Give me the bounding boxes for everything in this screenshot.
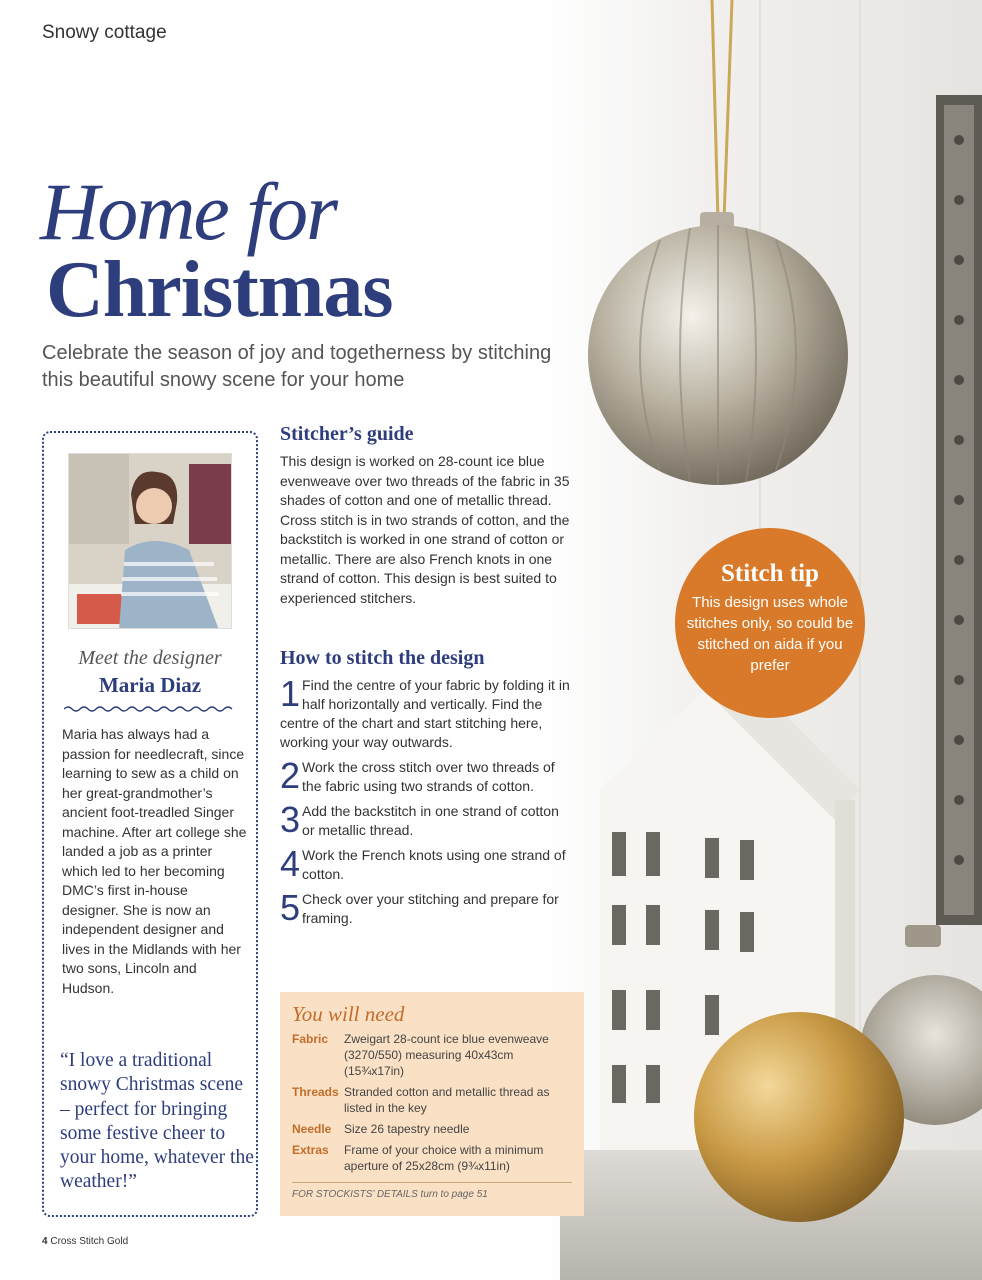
stitch-tip-body: This design uses whole stitches only, so could be stitched on aida if you prefer bbox=[686, 594, 854, 674]
need-key: Fabric bbox=[292, 1032, 329, 1046]
need-value: Stranded cotton and metallic thread as listed in the key bbox=[344, 1085, 550, 1115]
need-value: Zweigart 28-count ice blue evenweave (3270/550) measuring 40x43cm (15¾x17in) bbox=[344, 1032, 549, 1078]
stockists-note: FOR STOCKISTS’ DETAILS turn to page 51 bbox=[292, 1189, 488, 1200]
steps-list bbox=[280, 673, 572, 934]
page-number: 4 bbox=[42, 1236, 48, 1247]
designer-quote: “I love a traditional snowy Christmas scene – perfect for bringing some festive cheer to your home, whatever the weather!” bbox=[60, 1050, 254, 1193]
designer-photo bbox=[68, 453, 232, 629]
standfirst: Celebrate the season of joy and togetherness by stitching this beautiful snowy scene for your home bbox=[42, 342, 552, 391]
divider bbox=[292, 1182, 572, 1183]
step-number: 5 bbox=[280, 887, 301, 928]
need-value: Size 26 tapestry needle bbox=[344, 1122, 470, 1136]
designer-bio: Maria has always had a passion for needlecraft, since learning to sew as a child on her great-grandmother’s ancient foot-treadled Singer machine. After art college she landed a job as a printer which led to her becoming DMC’s first in-house designer. She is now an independent designer and lives in the Midlands with her two sons, Lincoln and Hudson. bbox=[62, 726, 247, 996]
you-will-need-box bbox=[280, 992, 584, 1216]
stitchers-guide-heading: Stitcher’s guide bbox=[280, 423, 414, 445]
how-to-stitch-heading: How to stitch the design bbox=[280, 647, 485, 669]
you-will-need-title: You will need bbox=[292, 1002, 405, 1026]
step-text: Work the French knots using one strand of cotton. bbox=[302, 847, 566, 882]
step-number: 3 bbox=[280, 799, 301, 840]
step-text: Find the centre of your fabric by folding it in half horizontally and vertically. Find the centre of the chart and start stitching here, working your way outwards. bbox=[280, 677, 570, 750]
page-title-line-2: Christmas bbox=[46, 246, 393, 334]
need-row-needle bbox=[292, 1121, 572, 1137]
need-key: Extras bbox=[292, 1143, 329, 1157]
need-key: Needle bbox=[292, 1122, 332, 1136]
wave-divider bbox=[64, 705, 236, 713]
step-text: Work the cross stitch over two threads of the fabric using two strands of cotton. bbox=[302, 759, 555, 794]
step-item bbox=[280, 887, 572, 928]
stitch-tip-badge bbox=[675, 528, 865, 718]
designer-panel bbox=[42, 431, 258, 1217]
step-item bbox=[280, 799, 572, 840]
need-row-threads bbox=[292, 1084, 572, 1116]
need-row-fabric bbox=[292, 1031, 572, 1079]
need-key: Threads bbox=[292, 1085, 339, 1099]
step-number: 4 bbox=[280, 843, 301, 884]
step-text: Check over your stitching and prepare for framing. bbox=[302, 891, 559, 926]
stitchers-guide-text: This design is worked on 28-count ice blue evenweave over two threads of the fabric in 35 shades of cotton and one of metallic thread. Cross stitch is in two strands of cotton, and the backstitch is worked in one strand of cotton or metallic. There are also French knots in one strand of cotton. This design is best suited to experienced stitchers. bbox=[280, 453, 570, 606]
step-number: 1 bbox=[280, 673, 301, 714]
meet-the-designer-label: Meet the designer bbox=[78, 647, 222, 669]
page-footer bbox=[42, 1236, 128, 1247]
step-item bbox=[280, 843, 572, 884]
need-row-extras bbox=[292, 1142, 572, 1174]
stitch-tip-title: Stitch tip bbox=[721, 560, 819, 587]
step-item bbox=[280, 755, 572, 796]
step-text: Add the backstitch in one strand of cotton or metallic thread. bbox=[302, 803, 559, 838]
page-title-line-1: Home for bbox=[40, 166, 337, 257]
magazine-name: Cross Stitch Gold bbox=[50, 1236, 129, 1247]
section-label: Snowy cottage bbox=[42, 22, 167, 43]
step-item bbox=[280, 673, 572, 752]
step-number: 2 bbox=[280, 755, 301, 796]
designer-name: Maria Diaz bbox=[98, 673, 202, 697]
need-value: Frame of your choice with a minimum aperture of 25x28cm (9¾x11in) bbox=[344, 1143, 544, 1173]
